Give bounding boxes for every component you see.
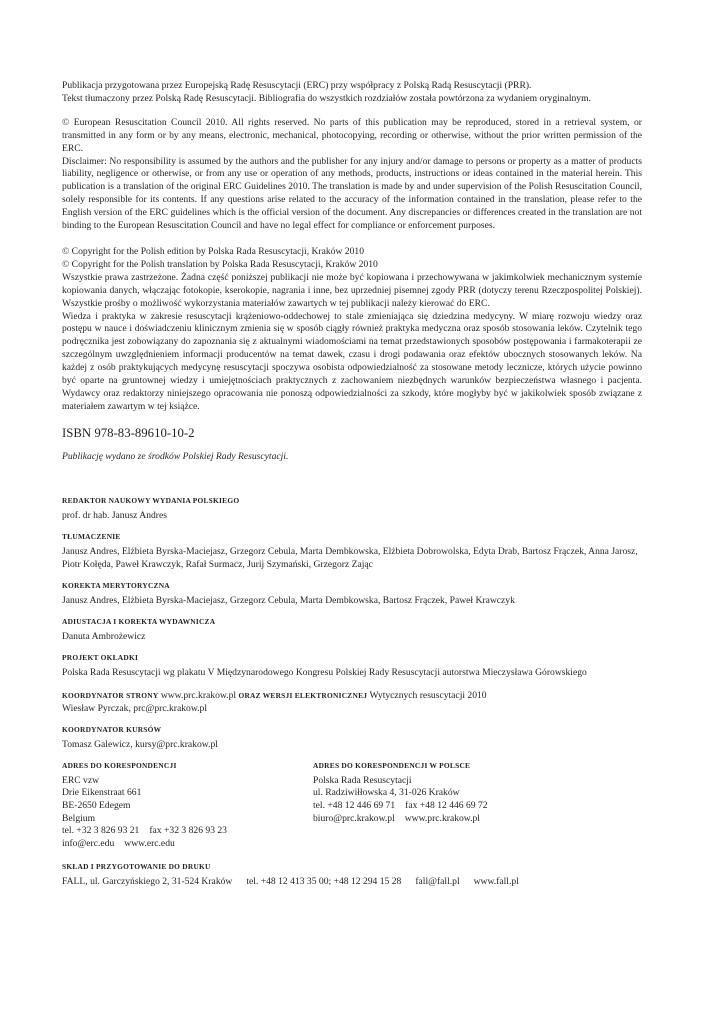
intro-block (62, 80, 642, 106)
intro-line: Tekst tłumaczony przez Polską Radę Resuscytacji. Bibliografia do wszystkich rozdziałów została powtórzona za wydaniem oryginalnym. (62, 92, 591, 104)
section-body: Danuta Ambrożewicz (62, 630, 146, 642)
section-title: KOORDYNATOR STRONY (62, 690, 159, 700)
addresses (62, 761, 642, 851)
website-link[interactable]: www.fall.pl (473, 876, 519, 888)
email-link[interactable]: fall@fall.pl (415, 876, 460, 888)
fax: fax +48 12 446 69 72 (405, 799, 488, 811)
section-body: Tomasz Galewicz, kursy@prc.krakow.pl (62, 738, 218, 750)
address-international (62, 761, 313, 851)
phone: tel. +48 12 446 69 71 (313, 799, 396, 811)
address-contact (62, 838, 313, 851)
email-link[interactable]: biuro@prc.krakow.pl (313, 812, 395, 824)
section-title: SKŁAD I PRZYGOTOWANIE DO DRUKU (62, 862, 211, 872)
prc-website-link[interactable]: www.prc.krakow.pl (160, 689, 237, 701)
phone: tel. +48 12 413 35 00; +48 12 294 15 28 (246, 876, 402, 888)
copyright-edition: © Copyright for the Polish edition by Polska Rada Resuscytacji, Kraków 2010 (62, 245, 364, 257)
website-link[interactable]: www.prc.krakow.pl (404, 812, 480, 824)
address-street: Drie Eikenstraat 661 (62, 787, 142, 799)
section-body: Janusz Andres, Elżbieta Byrska-Maciejasz, Grzegorz Cebula, Marta Dembkowska, Elżbieta Dobrowolska, Edyta Drab, Bartosz Frączek, Anna Jarosz, Piotr Kołęda, Paweł Krawczyk, Rafał Surmacz, Jurij Szymański, Grzegorz Zając (62, 545, 638, 570)
address-poland (313, 761, 613, 851)
web-coordinator-heading (62, 689, 642, 702)
section-title: ADIUSTACJA I KOREKTA WYDAWNICZA (62, 616, 216, 626)
erc-copyright: © European Resuscitation Council 2010. All rights reserved. No parts of this publication may be reproduced, stored in a retrieval system, or transmitted in any form or by any means, electronic, mechanical, photocopying, recording or otherwise, without the prior written permission of the ERC. (62, 116, 642, 154)
copyright-translation: © Copyright for the Polish translation by Polska Rada Resuscytacji, Kraków 2010 (62, 258, 378, 270)
disclaimer: Disclaimer: No responsibility is assumed by the authors and the publisher for any injury and/or damage to persons or property as a matter of products liability, negligence or otherwise, or from any use or operation of any methods, products, instructions or ideas contained in the material herein. This publication is a translation of the original ERC Guidelines 2010. The translation is made by and under supervision of the Polish Resuscitation Council, solely responsible for its contents. If any questions arise related to the accuracy of the information contained in the translation, please refer to the English version of the ERC guidelines which is the official version of the document. Any discrepancies or differences created in the translation are not binding to the European Resuscitation Council and have no legal effect for compliance or enforcement purposes. (62, 155, 642, 232)
colophon-page (62, 80, 642, 888)
polish-copyright-block (62, 246, 642, 414)
funding-note: Publikację wydano ze środków Polskiej Rady Resuscytacji. (62, 450, 289, 462)
address-city: BE-2650 Edegem (62, 799, 131, 811)
section-body: Janusz Andres, Elżbieta Byrska-Maciejasz, Grzegorz Cebula, Marta Dembkowska, Bartosz Frączek, Paweł Krawczyk (62, 594, 515, 606)
typesetting-details (62, 875, 642, 888)
erc-copyright-block (62, 117, 642, 233)
website-link[interactable]: www.erc.edu (124, 837, 175, 849)
section-web-coordinator (62, 689, 642, 715)
isbn: ISBN 978-83-89610-10-2 (62, 425, 195, 440)
section-course-coordinator (62, 725, 642, 751)
section-body: Wiesław Pyrczak, prc@prc.krakow.pl (62, 702, 208, 714)
email-link[interactable]: info@erc.edu (62, 837, 115, 849)
address-country: Belgium (62, 812, 96, 824)
section-title: TŁUMACZENIE (62, 531, 121, 541)
address-phone-fax (62, 825, 313, 838)
company-address: FALL, ul. Garczyńskiego 2, 31-524 Kraków (62, 876, 233, 888)
section-body: prof. dr hab. Janusz Andres (62, 509, 167, 521)
section-cover-design (62, 653, 642, 679)
rights-reserved: Wszystkie prawa zastrzeżone. Żadna część poniższej publikacji nie może być kopiowana i przechowywana w jakimkolwiek mechanicznym systemie kopiowania danych, włączając fotokopie, kserokopie, nagrania i inne, bez uprzedniej pisemnej zgody PRR (dotyczy terenu Rzeczpospolitej Polskiej). Wszystkie prośby o możliwość wykorzystania materiałów zawartych w tej publikacji należy kierować do ERC. (62, 271, 642, 309)
section-typesetting (62, 862, 642, 888)
section-scientific-editor (62, 496, 642, 522)
phone: tel. +32 3 826 93 21 (62, 825, 140, 837)
section-title: KOORDYNATOR KURSÓW (62, 724, 162, 734)
address-name: Polska Rada Resuscytacji (313, 774, 412, 786)
section-title: PROJEKT OKŁADKI (62, 652, 139, 662)
intro-line: Publikacja przygotowana przez Europejską Radę Resuscytacji (ERC) przy współpracy z Polską Radą Resuscytacji (PRR). (62, 80, 532, 91)
address-contact (313, 813, 613, 826)
section-body: Polska Rada Resuscytacji wg plakatu V Międzynarodowego Kongresu Polskiej Rady Resuscytacji autorstwa Mieczysława Górowskiego (62, 666, 587, 678)
section-title: KOREKTA MERYTORYCZNA (62, 580, 170, 590)
section-substantive-review (62, 581, 642, 607)
section-title-suffix: Wytycznych resuscytacji 2010 (369, 689, 487, 701)
section-title: ADRES DO KORESPONDENCJI (62, 760, 177, 770)
section-title: REDAKTOR NAUKOWY WYDANIA POLSKIEGO (62, 495, 240, 505)
medical-knowledge-note: Wiedza i praktyka w zakresie resuscytacji krążeniowo-oddechowej to stale zmieniająca się dziedzina medycyny. W miarę rozwoju wiedzy oraz postępu w nauce i doświadczeniu klinicznym zmienia się w sposób ciągły również praktyka medyczna oraz sposób stosowania leków. Czytelnik tego podręcznika jest zobowiązany do zapoznania się z aktualnymi wiadomościami na temat przedstawionych sposobów postępowania i farmakoterapii ze szczególnym uwzględnieniem informacji producentów na temat dawek, czasu i drogi podawania oraz efektów ubocznych stosowanych leków. Na każdej z osób praktykujących medycynę resuscytacji spoczywa osobista odpowiedzialność za stosowane metody lecznicze, których użycie powinno być oparte na gruntownej wiedzy i umiejętnościach praktycznych z zachowaniem niezbędnych warunków bezpieczeństwa własnego i pacjenta. Wydawcy oraz redaktorzy niniejszego opracowania nie ponoszą odpowiedzialności za szkody, które mogłyby być w jakikolwiek sposób związane z materiałem zawartym w tej książce. (62, 310, 642, 412)
address-phone-fax (313, 800, 613, 813)
section-copy-editing (62, 617, 642, 643)
section-translation (62, 532, 642, 571)
address-street: ul. Radziwiłłowska 4, 31-026 Kraków (313, 787, 460, 799)
address-name: ERC vzw (62, 774, 100, 786)
fax: fax +32 3 826 93 23 (149, 825, 227, 837)
section-title-continued: ORAZ WERSJI ELEKTRONICZNEJ (238, 690, 368, 700)
section-title: ADRES DO KORESPONDENCJI W POLSCE (313, 760, 471, 770)
